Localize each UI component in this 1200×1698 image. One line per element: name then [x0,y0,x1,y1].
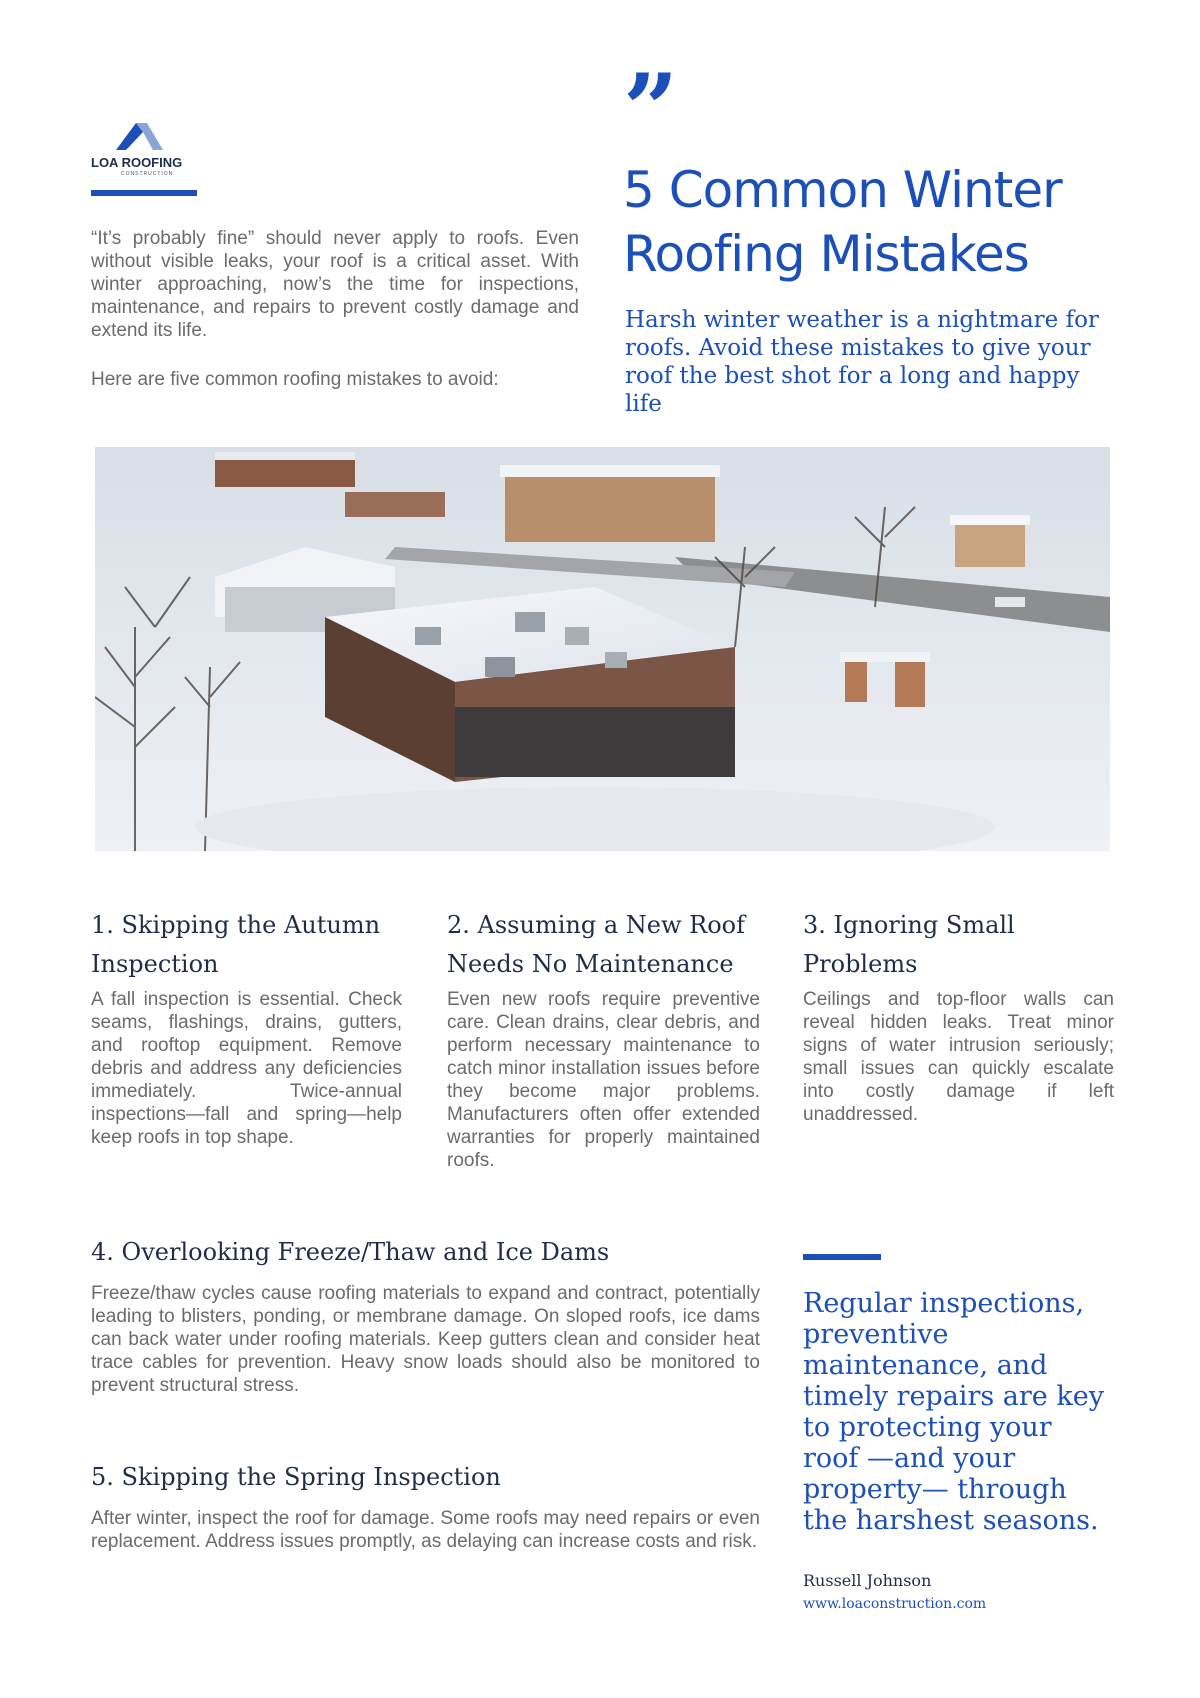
mistake-3-heading: 3. Ignoring Small Problems [803,911,1015,978]
mistake-4 [91,1233,760,1397]
mistake-5-text: After winter, inspect the roof for damage. Some roofs may need repairs or even replacement. Address issues promptly, as delaying can increase costs and risk. [91,1508,760,1552]
page-title [623,158,1163,286]
pullquote-text: Regular inspections, preventive maintenance, and timely repairs are key to protecting your roof —and your property— through the harshest seasons. [803,1288,1104,1536]
mistake-5-heading: 5. Skipping the Spring Inspection [91,1463,501,1491]
pullquote-divider [803,1254,881,1260]
brand-subtitle: CONSTRUCTION [121,171,174,177]
intro-paragraph: “It’s probably fine” should never apply to roofs. Even without visible leaks, your roof is a critical asset. With winter approaching, now’s the time for inspections, maintenance, and repairs to prevent costly damage and extend its life. [91,228,579,341]
quote-mark-icon: ” [623,53,679,166]
mistake-1-text: A fall inspection is essential. Check seams, flashings, drains, gutters, and rooftop equipment. Remove debris and address any deficiencies immediately. Twice-annual inspections—fall and spring—help keep roofs in top shape. [91,989,402,1148]
intro-lead-in: Here are five common roofing mistakes to avoid: [91,369,499,390]
mistake-3 [803,906,1114,1126]
winter-roof-photo [95,447,1110,851]
mistake-4-text: Freeze/thaw cycles cause roofing materials to expand and contract, potentially leading to blisters, ponding, or membrane damage. On sloped roofs, ice dams can back water under roofing materials. Keep gutters clean and consider heat trace cables for prevention. Heavy snow loads should also be monitored to prevent structural stress. [91,1283,760,1396]
website-link[interactable]: www.loaconstruction.com [803,1596,987,1612]
pullquote-author: Russell Johnson [803,1571,932,1590]
roof-logo-icon [91,118,211,154]
logo-divider [91,190,197,196]
mistake-5 [91,1458,760,1553]
mistake-3-text: Ceilings and top-floor walls can reveal hidden leaks. Treat minor signs of water intrusion seriously; small issues can quickly escalate into costly damage if left unaddressed. [803,989,1114,1125]
mistake-4-heading: 4. Overlooking Freeze/Thaw and Ice Dams [91,1238,610,1266]
mistake-2-heading: 2. Assuming a New Roof Needs No Maintenance [447,911,745,978]
logo [91,118,211,180]
mistake-1-heading: 1. Skipping the Autumn Inspection [91,911,381,978]
brand-name: LOA ROOFING [91,155,183,170]
title-line-2: Roofing Mistakes [623,225,1029,283]
page-subtitle: Harsh winter weather is a nightmare for roofs. Avoid these mistakes to give your roof the best shot for a long and happy life [625,307,1099,417]
mistake-2-text: Even new roofs require preventive care. Clean drains, clear debris, and perform necessary maintenance to catch minor installation issues before they become major problems. Manufacturers often offer extended warranties for properly maintained roofs. [447,989,760,1171]
mistake-1 [91,906,402,1149]
mistake-2 [447,906,760,1172]
title-line-1: 5 Common Winter [623,161,1062,219]
